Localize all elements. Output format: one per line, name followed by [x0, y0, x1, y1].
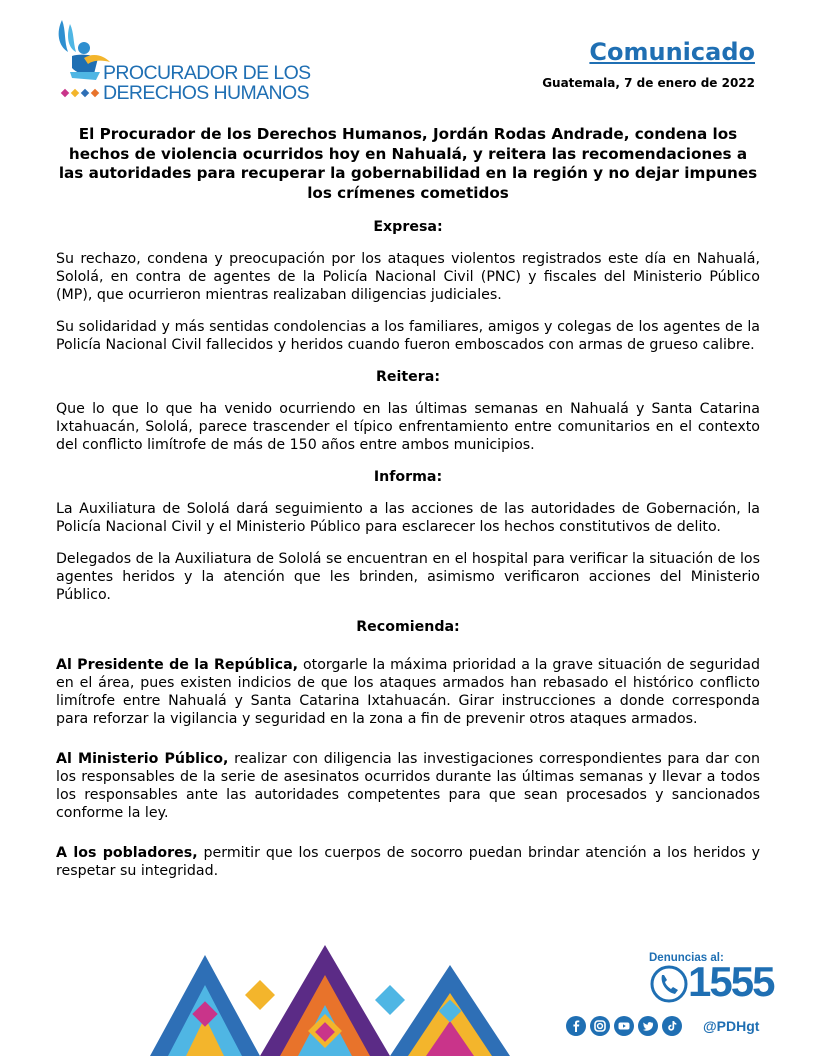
- recommendation-pobladores: [56, 844, 760, 880]
- textile-pattern-decoration: [150, 945, 520, 1056]
- recommendation-text: permitir que los cuerpos de socorro puedan brindar atención a los heridos y respetar su integridad.: [56, 845, 761, 879]
- section-heading-expresa: Expresa:: [373, 219, 443, 235]
- instagram-icon[interactable]: [590, 1016, 610, 1036]
- logo-line-2: DERECHOS HUMANOS: [103, 82, 310, 104]
- paragraph: Delegados de la Auxiliatura de Sololá se encuentran en el hospital para verificar la situación de los agentes heridos y la atención que les brinden, asimismo verificaron acciones del Ministerio Público.: [56, 551, 760, 603]
- document-body: [56, 218, 760, 894]
- recommendation-lead: Al Ministerio Público,: [56, 751, 229, 767]
- recommendation-ministerio: [56, 750, 760, 822]
- headline: El Procurador de los Derechos Humanos, Jordán Rodas Andrade, condena los hechos de violencia ocurridos hoy en Nahualá, y reitera las recomendaciones a las autoridades para recuperar la gobernabilidad en la región y no dejar impunes los crímenes cometidos: [58, 125, 758, 202]
- denuncias-label: Denuncias al:: [649, 952, 724, 964]
- phone-number[interactable]: 1555: [688, 958, 774, 1005]
- pattern-motif-right: [390, 965, 510, 1056]
- section-heading-reitera: Reitera:: [375, 369, 441, 385]
- social-handle[interactable]: @PDHgt: [703, 1018, 760, 1034]
- logo-line-1: PROCURADOR DE LOS: [103, 62, 311, 84]
- recommendation-president: [56, 656, 760, 728]
- paragraph: Que lo que lo que ha venido ocurriendo en las últimas semanas en Nahualá y Santa Catarina Ixtahuacán, Sololá, parece trascender el típico enfrentamiento entre comunitarios en el contexto del conflicto limítrofe de más de 150 años entre ambos municipios.: [56, 401, 760, 453]
- section-heading-informa: Informa:: [373, 469, 443, 485]
- document-title: Comunicado: [589, 38, 755, 66]
- tiktok-icon[interactable]: [662, 1016, 682, 1036]
- twitter-icon[interactable]: [638, 1016, 658, 1036]
- paragraph: Su rechazo, condena y preocupación por los ataques violentos registrados este día en Nahualá, Sololá, en contra de agentes de la Policía Nacional Civil (PNC) y fiscales del Ministerio Público (MP), que ocurrieron mientras realizaban diligencias judiciales.: [56, 251, 760, 303]
- paragraph: Su solidaridad y más sentidas condolencias a los familiares, amigos y colegas de los agentes de la Policía Nacional Civil fallecidos y heridos cuando fueron emboscados con armas de grueso calibre.: [56, 319, 760, 353]
- paragraph: La Auxiliatura de Sololá dará seguimiento a las acciones de las autoridades de Gobernación, la Policía Nacional Civil y el Ministerio Público para esclarecer los hechos constitutivos de delito.: [56, 501, 760, 535]
- youtube-icon[interactable]: [614, 1016, 634, 1036]
- recommendation-text: realizar con diligencia las investigaciones correspondientes para dar con los responsables de la serie de asesinatos ocurridos durante las últimas semanas y llevar a todos los responsables ante las autoridades competentes para que sean procesados y sancionados conforme la ley.: [56, 751, 760, 821]
- document-date: Guatemala, 7 de enero de 2022: [542, 76, 755, 90]
- pattern-motif-middle: [260, 945, 390, 1056]
- logo-text: [103, 63, 311, 103]
- recommendation-lead: Al Presidente de la República,: [56, 657, 299, 673]
- recommendation-text: otorgarle la máxima prioridad a la grave situación de seguridad en el área, pues existen indicios de que los ataques armados han rebasado el histórico conflicto limítrofe entre Nahualá y Santa Catarina Ixtahuacán. Girar instrucciones a donde corresponda para reforzar la vigilancia y seguridad en la zona a fin de prevenir otros ataques armados.: [56, 657, 760, 727]
- recommendation-lead: A los pobladores,: [56, 845, 198, 861]
- section-heading-recomienda: Recomienda:: [356, 619, 460, 635]
- phone-icon: [648, 963, 690, 1005]
- pdh-logo: [54, 18, 311, 113]
- facebook-icon[interactable]: [566, 1016, 586, 1036]
- pattern-motif-left: [150, 955, 260, 1056]
